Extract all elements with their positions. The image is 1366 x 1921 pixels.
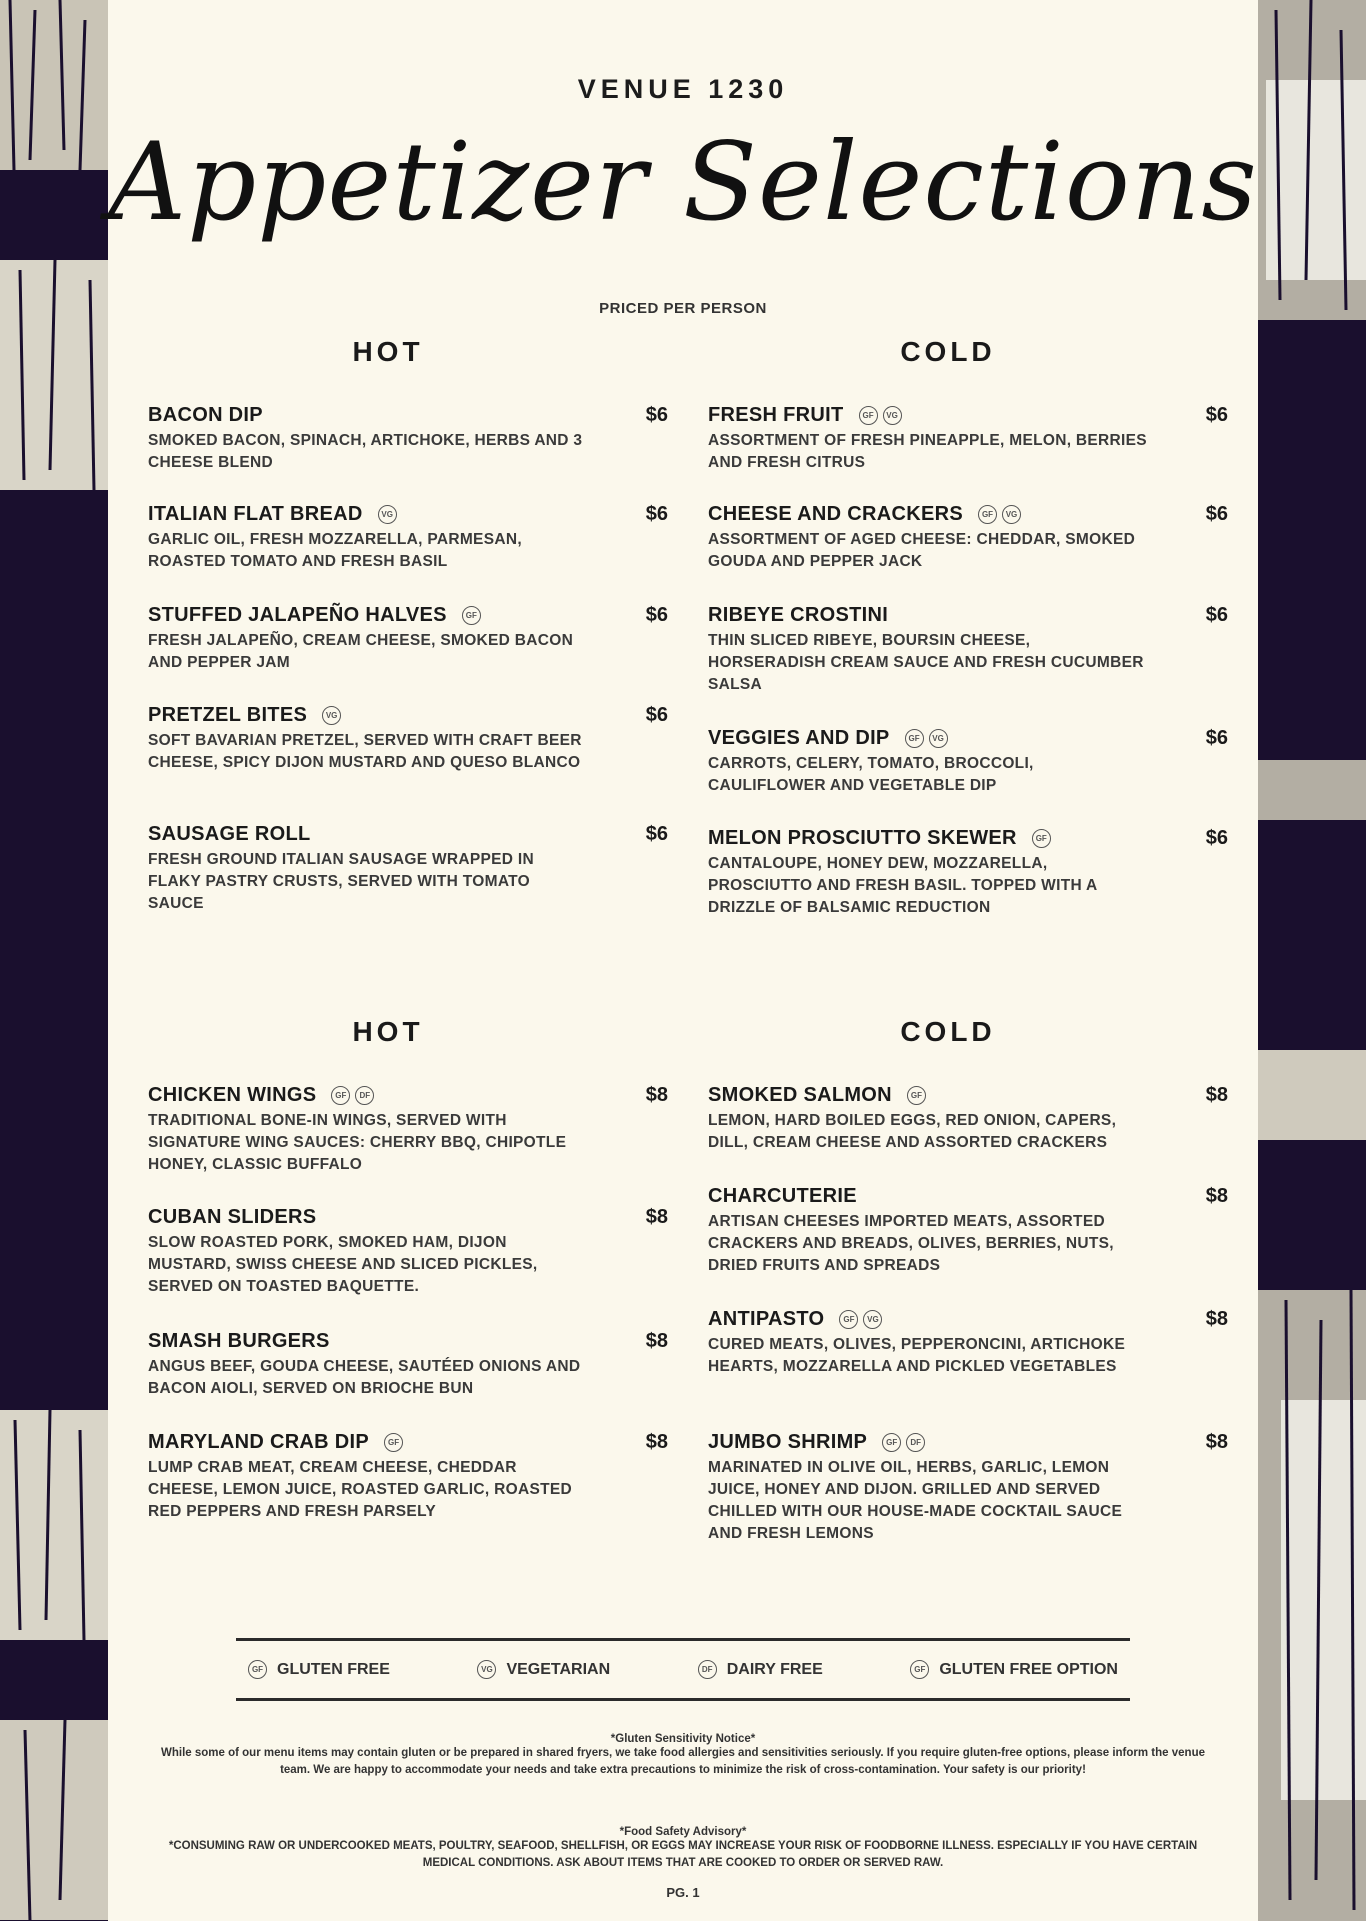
legend-item: GF GLUTEN FREE OPTION (910, 1660, 1118, 1679)
menu-item-description: LUMP CRAB MEAT, CREAM CHEESE, CHEDDAR CHEESE, LEMON JUICE, ROASTED GARLIC, ROASTED RED PEPPERS AND FRESH PARSELY (148, 1459, 572, 1520)
dietary-tags (326, 1086, 374, 1105)
dietary-tags (1027, 829, 1051, 848)
menu-item-description: CURED MEATS, OLIVES, PEPPERONCINI, ARTICHOKE HEARTS, MOZZARELLA AND PICKLED VEGETABLES (708, 1336, 1126, 1375)
dietary-tags (457, 606, 481, 625)
menu-item-price: $6 (1205, 604, 1228, 626)
menu-item (148, 404, 668, 474)
menu-item-price: $8 (645, 1206, 668, 1228)
gluten-free-icon: GF (907, 1086, 926, 1105)
menu-item-price: $8 (1205, 1308, 1228, 1330)
menu-item (708, 1431, 1228, 1545)
menu-item (148, 1330, 668, 1400)
menu-item-description: SOFT BAVARIAN PRETZEL, SERVED WITH CRAFT BEER CHEESE, SPICY DIJON MUSTARD AND QUESO BLANCO (148, 732, 582, 771)
menu-item-price: $6 (645, 604, 668, 626)
menu-item (708, 604, 1228, 696)
food-safety-advisory: *Food Safety Advisory* *CONSUMING RAW OR UNDERCOOKED MEATS, POULTRY, SEAFOOD, SHELLFISH, OR EGGS MAY INCREASE YOUR RISK OF FOODBORNE ILLNESS. ESPECIALLY IF YOU HAVE CERTAIN MEDICAL CONDITIONS. ASK ABOUT ITEMS THAT ARE COOKED TO ORDER OR SERVED RAW. (168, 1826, 1198, 1869)
dietary-tags (317, 706, 341, 725)
gluten-free-icon: GF (384, 1433, 403, 1452)
gluten-free-icon: GF (1032, 829, 1051, 848)
gluten-free-icon: GF (462, 606, 481, 625)
dietary-tags (877, 1433, 925, 1452)
dietary-tags (834, 1310, 882, 1329)
menu-item-name: VEGGIES AND DIP (708, 727, 890, 749)
legend-item: GF GLUTEN FREE (248, 1660, 390, 1679)
menu-item-name: MELON PROSCIUTTO SKEWER (708, 827, 1017, 849)
menu-item-description: FRESH GROUND ITALIAN SAUSAGE WRAPPED IN FLAKY PASTRY CRUSTS, SERVED WITH TOMATO SAUCE (148, 851, 535, 912)
menu-item (148, 1431, 668, 1523)
legend-item: DF DAIRY FREE (698, 1660, 823, 1679)
menu-item (708, 1084, 1228, 1154)
gluten-free-icon: GF (859, 406, 878, 425)
vegetarian-icon: VG (883, 406, 902, 425)
section-heading-cold: COLD (900, 1016, 996, 1047)
vegetarian-icon: VG (929, 729, 948, 748)
menu-item (148, 823, 668, 915)
vegetarian-icon: VG (477, 1660, 496, 1679)
menu-item-name: CHARCUTERIE (708, 1185, 857, 1207)
menu-item (708, 404, 1228, 474)
menu-item-name: SAUSAGE ROLL (148, 823, 311, 845)
dietary-legend (248, 1660, 1118, 1679)
menu-item-price: $6 (645, 404, 668, 426)
menu-item (148, 1084, 668, 1176)
menu-item-description: SLOW ROASTED PORK, SMOKED HAM, DIJON MUSTARD, SWISS CHEESE AND SLICED PICKLES, SERVED ON TOASTED BAQUETTE. (148, 1234, 538, 1295)
menu-item-name: MARYLAND CRAB DIP (148, 1431, 370, 1453)
gluten-sensitivity-notice: *Gluten Sensitivity Notice* While some of our menu items may contain gluten or be prepared in shared fryers, we take food allergies and sensitivities seriously. If you require gluten-free options, please inform the venue team. We are happy to accommodate your needs and take extra precautions to minimize the risk of cross-contamination. Your safety is our priority! (161, 1733, 1205, 1776)
legend-item: VG VEGETARIAN (477, 1660, 610, 1679)
legend-divider-top (236, 1638, 1130, 1641)
dietary-tags (900, 729, 948, 748)
menu-item-name: SMASH BURGERS (148, 1330, 330, 1352)
menu-item-description: THIN SLICED RIBEYE, BOURSIN CHEESE, HORSERADISH CREAM SAUCE AND FRESH CUCUMBER SALSA (708, 632, 1144, 693)
menu-item-price: $6 (645, 704, 668, 726)
menu-item-name: ANTIPASTO (708, 1308, 825, 1330)
page-title: Appetizer Selections (108, 120, 1258, 245)
vegetarian-icon: VG (1002, 505, 1021, 524)
menu-item-description: FRESH JALAPEÑO, CREAM CHEESE, SMOKED BACON AND PEPPER JAM (148, 632, 574, 671)
gluten-free-option-icon: GF (910, 1660, 929, 1679)
menu-item-description: ASSORTMENT OF AGED CHEESE: CHEDDAR, SMOKED GOUDA AND PEPPER JACK (708, 531, 1136, 570)
menu-item-description: MARINATED IN OLIVE OIL, HERBS, GARLIC, LEMON JUICE, HONEY AND DIJON. GRILLED AND SERVED CHILLED WITH OUR HOUSE-MADE COCKTAIL SAUCE AND FRESH LEMONS (708, 1459, 1123, 1542)
venue-name: VENUE 1230 (577, 74, 789, 104)
vegetarian-icon: VG (378, 505, 397, 524)
menu-item-name: FRESH FRUIT (708, 404, 844, 426)
gluten-free-icon: GF (978, 505, 997, 524)
menu-item-description: SMOKED BACON, SPINACH, ARTICHOKE, HERBS AND 3 CHEESE BLEND (148, 432, 583, 471)
menu-item-name: PRETZEL BITES (148, 704, 308, 726)
menu-item-description: TRADITIONAL BONE-IN WINGS, SERVED WITH SIGNATURE WING SAUCES: CHERRY BBQ, CHIPOTLE HONEY, CLASSIC BUFFALO (148, 1112, 567, 1173)
menu-item-name: CHEESE AND CRACKERS (708, 503, 963, 525)
menu-item-price: $6 (1205, 827, 1228, 849)
section-heading-hot: HOT (352, 1016, 424, 1047)
menu-item-description: ASSORTMENT OF FRESH PINEAPPLE, MELON, BERRIES AND FRESH CITRUS (708, 432, 1147, 471)
menu-item-name: JUMBO SHRIMP (708, 1431, 868, 1453)
dairy-free-icon: DF (906, 1433, 925, 1452)
menu-item-price: $8 (645, 1084, 668, 1106)
menu-item (708, 1185, 1228, 1277)
menu-item-price: $6 (645, 823, 668, 845)
menu-item-price: $8 (645, 1431, 668, 1453)
menu-item-price: $6 (645, 503, 668, 525)
menu-item-name: STUFFED JALAPEÑO HALVES (148, 604, 447, 626)
dietary-tags (902, 1086, 926, 1105)
gluten-free-icon: GF (882, 1433, 901, 1452)
vegetarian-icon: VG (863, 1310, 882, 1329)
menu-item-name: RIBEYE CROSTINI (708, 604, 889, 626)
menu-item-name: ITALIAN FLAT BREAD (148, 503, 363, 525)
menu-item-description: LEMON, HARD BOILED EGGS, RED ONION, CAPERS, DILL, CREAM CHEESE AND ASSORTED CRACKERS (708, 1112, 1117, 1151)
menu-item (148, 1206, 668, 1298)
menu-item-name: CHICKEN WINGS (148, 1084, 317, 1106)
gluten-free-icon: GF (905, 729, 924, 748)
menu-item-price: $8 (1205, 1431, 1228, 1453)
menu-item-description: CANTALOUPE, HONEY DEW, MOZZARELLA, PROSCIUTTO AND FRESH BASIL. TOPPED WITH A DRIZZLE OF BALSAMIC REDUCTION (708, 855, 1097, 916)
dietary-tags (373, 505, 397, 524)
menu-paper (108, 0, 1258, 1921)
menu-item (148, 704, 668, 774)
menu-item-description: GARLIC OIL, FRESH MOZZARELLA, PARMESAN, ROASTED TOMATO AND FRESH BASIL (148, 531, 522, 570)
menu-item-price: $6 (1205, 404, 1228, 426)
menu-item-description: ANGUS BEEF, GOUDA CHEESE, SAUTÉED ONIONS AND BACON AIOLI, SERVED ON BRIOCHE BUN (148, 1358, 581, 1397)
menu-item-price: $8 (1205, 1084, 1228, 1106)
dietary-tags (854, 406, 902, 425)
gluten-free-icon: GF (248, 1660, 267, 1679)
menu-item-name: CUBAN SLIDERS (148, 1206, 317, 1228)
gluten-free-icon: GF (839, 1310, 858, 1329)
menu-item (708, 1308, 1228, 1378)
menu-item (148, 503, 668, 573)
dairy-free-icon: DF (355, 1086, 374, 1105)
menu-item-description: CARROTS, CELERY, TOMATO, BROCCOLI, CAULIFLOWER AND VEGETABLE DIP (708, 755, 1034, 794)
pricing-note: PRICED PER PERSON (599, 300, 767, 317)
gluten-free-icon: GF (331, 1086, 350, 1105)
menu-item (708, 503, 1228, 573)
menu-item-name: BACON DIP (148, 404, 263, 426)
dairy-free-icon: DF (698, 1660, 717, 1679)
vegetarian-icon: VG (322, 706, 341, 725)
page-number: PG. 1 (666, 1885, 700, 1900)
section-heading-cold: COLD (900, 336, 996, 367)
section-heading-hot: HOT (352, 336, 424, 367)
legend-divider-bottom (236, 1698, 1130, 1701)
menu-item (148, 604, 668, 674)
menu-item (708, 827, 1228, 919)
dietary-tags (973, 505, 1021, 524)
menu-item-name: SMOKED SALMON (708, 1084, 892, 1106)
menu-item (708, 727, 1228, 797)
menu-item-price: $6 (1205, 727, 1228, 749)
menu-item-price: $8 (645, 1330, 668, 1352)
menu-item-price: $6 (1205, 503, 1228, 525)
menu-item-price: $8 (1205, 1185, 1228, 1207)
menu-item-description: ARTISAN CHEESES IMPORTED MEATS, ASSORTED CRACKERS AND BREADS, OLIVES, BERRIES, NUTS, DRIED FRUITS AND SPREADS (708, 1213, 1114, 1274)
dietary-tags (379, 1433, 403, 1452)
